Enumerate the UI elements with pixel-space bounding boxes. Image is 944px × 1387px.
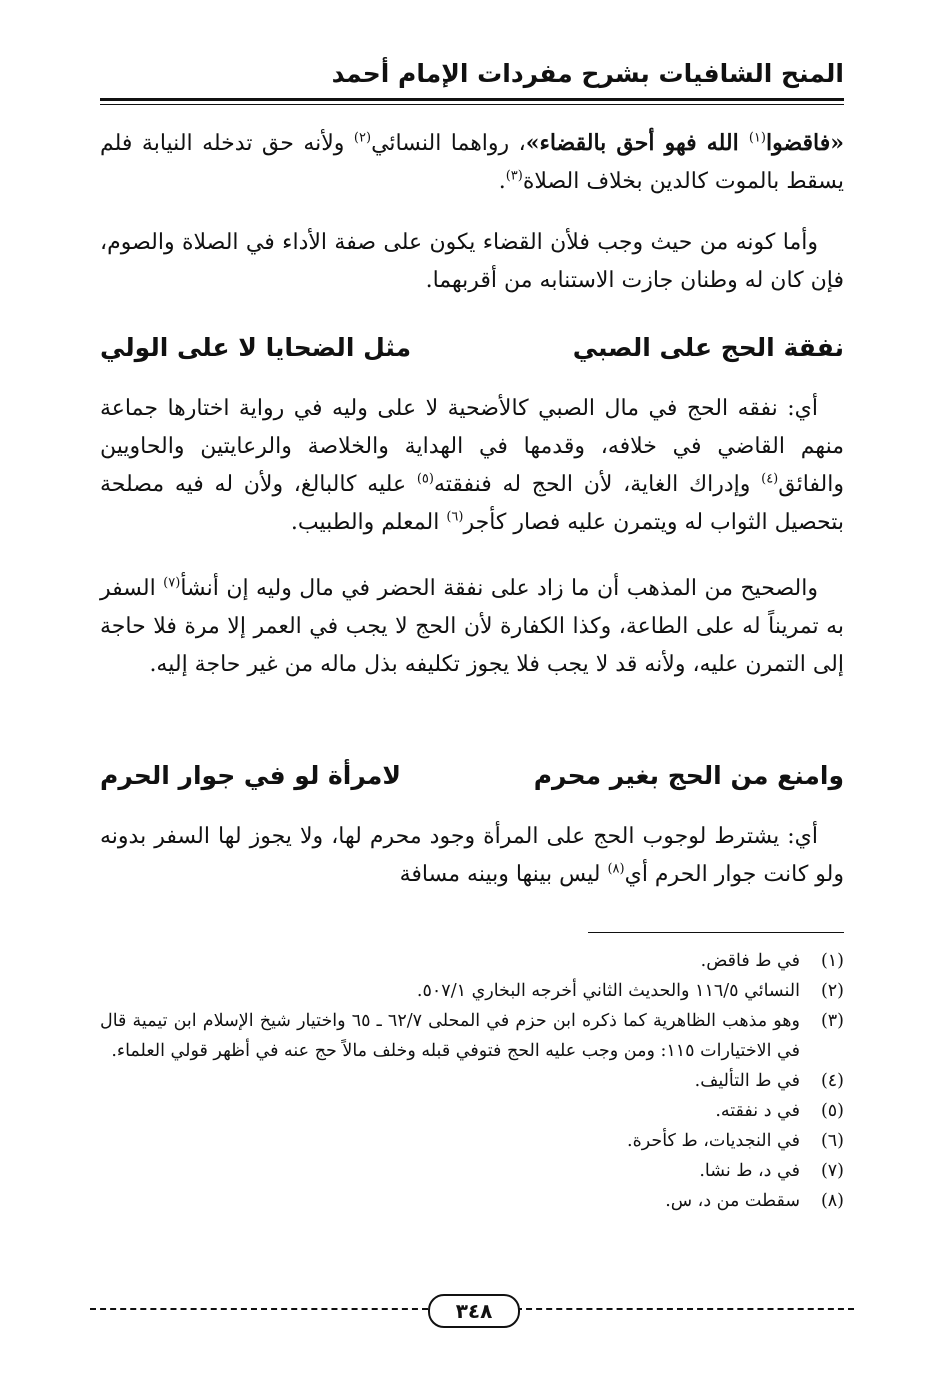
footnote-8 xyxy=(100,1186,844,1216)
footnote-text: سقطت من د، س. xyxy=(665,1191,800,1211)
footnote-ref-8: (٨) xyxy=(607,861,625,877)
header-rule-thick xyxy=(100,98,844,101)
running-header: المنح الشافيات بشرح مفردات الإمام أحمد xyxy=(331,59,844,88)
verse-1-first-hemistich: نفقة الحج على الصبي xyxy=(572,333,844,362)
paragraph-5-text-a: أي: يشترط لوجوب الحج على المرأة وجود محرم لها، ولا يجوز لها السفر بدونه ولو كانت جوار الحرم أي xyxy=(100,824,844,887)
footnote-ref-6: (٦) xyxy=(446,509,464,525)
footnote-text: في ط فاقض. xyxy=(700,951,800,971)
paragraph-4-text-a: والصحيح من المذهب أن ما زاد على نفقة الحضر في مال وليه إن أنشأ xyxy=(180,576,818,601)
footnote-2 xyxy=(100,976,844,1006)
footnote-text: في د، ط نشا. xyxy=(699,1161,800,1181)
paragraph-5-text-b: ليس بينها وبينه مسافة xyxy=(399,862,608,887)
footnote-text: وهو مذهب الظاهرية كما ذكره ابن حزم في المحلى ٦٢/٧ ـ ٦٥ واختيار شيخ الإسلام ابن تيمية قال في الاختيارات ١١٥: ومن وجب عليه الحج فتوفي قبله وخلف مالاً حج عنه في أظهر قولي العلماء. xyxy=(100,1011,800,1061)
paragraph-4-text-b: السفر به تمريناً له على الطاعة، وكذا الكفارة لأن الحج لا يجب في العمر إلا مرة فلا حاجة إلى التمرن عليه، ولأنه قد لا يجب فلا يجوز تكليفه بذل ماله من غير حاجة إليه. xyxy=(100,576,844,677)
footnote-text: النسائي ١١٦/٥ والحديث الثاني أخرجه البخاري ٥٠٧/١. xyxy=(416,981,800,1001)
paragraph-1 xyxy=(100,124,844,201)
footnote-number: (٢) xyxy=(820,981,844,1001)
footnote-3 xyxy=(100,1006,844,1066)
paragraph-3-text-c: عليه كالبالغ، ولأن له فيه مصلحة بتحصيل الثواب له ويتمرن عليه فصار كأجر xyxy=(100,472,844,535)
paragraph-3-text-a: أي: نفقه الحج في مال الصبي كالأضحية لا على وليه في رواية اختارها جماعة منهم القاضي في خلافه، وقدمها في الهداية والخلاصة والرعايتين والحاويين والفائق xyxy=(100,396,844,497)
footnote-text: في د نفقته. xyxy=(715,1101,800,1121)
footnote-text: في ط التأليف. xyxy=(694,1071,800,1091)
footnote-number: (٧) xyxy=(820,1161,844,1181)
footnotes xyxy=(100,946,844,1216)
hadith-quote-end: الله فهو أحق بالقضاء» xyxy=(525,130,749,156)
paragraph-2-text: وأما كونه من حيث وجب فلأن القضاء يكون على صفة الأداء في الصلاة والصوم، فإن كان له وطنان جازت الاستنابه من أقربهما. xyxy=(100,230,844,293)
footnote-ref-3: (٣) xyxy=(505,168,523,184)
verse-2-first-hemistich: وامنع من الحج بغير محرم xyxy=(533,761,844,790)
footnote-ref-5: (٥) xyxy=(416,471,434,487)
footnote-number: (٨) xyxy=(820,1191,844,1211)
verse-1 xyxy=(100,326,844,370)
footnote-7 xyxy=(100,1156,844,1186)
footnote-number: (١) xyxy=(820,951,844,971)
verse-2-second-hemistich: لامرأة لو في جوار الحرم xyxy=(100,761,402,790)
footnote-separator xyxy=(588,932,844,933)
paragraph-3 xyxy=(100,390,844,542)
paragraph-3-text-b: وإدراك الغاية، لأن الحج له فنفقته xyxy=(433,472,762,497)
footnote-ref-4: (٤) xyxy=(761,471,779,487)
footnote-number: (٣) xyxy=(820,1011,844,1031)
paragraph-5 xyxy=(100,818,844,894)
footnote-text: في النجديات، ط كأحرة. xyxy=(627,1131,800,1151)
footnote-ref-1: (١) xyxy=(748,130,766,146)
footnote-6 xyxy=(100,1126,844,1156)
folio-dashed-line-left xyxy=(90,1308,428,1310)
footnote-number: (٥) xyxy=(820,1101,844,1121)
hadith-quote-start: «فاقضوا xyxy=(765,130,845,156)
footnote-4 xyxy=(100,1066,844,1096)
footnote-number: (٤) xyxy=(820,1071,844,1091)
paragraph-2 xyxy=(100,224,844,300)
footnote-5 xyxy=(100,1096,844,1126)
verse-1-second-hemistich: مثل الضحايا لا على الولي xyxy=(100,333,412,362)
verse-2 xyxy=(100,754,844,798)
paragraph-3-text-d: المعلم والطبيب. xyxy=(290,510,447,535)
footnote-1 xyxy=(100,946,844,976)
folio-dashed-line-right xyxy=(516,1308,854,1310)
paragraph-1-text-end: . xyxy=(498,169,506,194)
footnote-number: (٦) xyxy=(820,1131,844,1151)
paragraph-1-text-a: ، رواهما النسائي xyxy=(371,131,526,156)
paragraph-1-text-b: ولأنه حق تدخله النيابة فلم يسقط بالموت كالدين بخلاف الصلاة xyxy=(100,131,844,194)
footnote-ref-2: (٢) xyxy=(353,130,372,146)
footnote-ref-7: (٧) xyxy=(163,575,181,591)
paragraph-4 xyxy=(100,570,844,684)
header-rule-thin xyxy=(100,104,844,105)
page-number-badge: ٣٤٨ xyxy=(428,1294,520,1328)
